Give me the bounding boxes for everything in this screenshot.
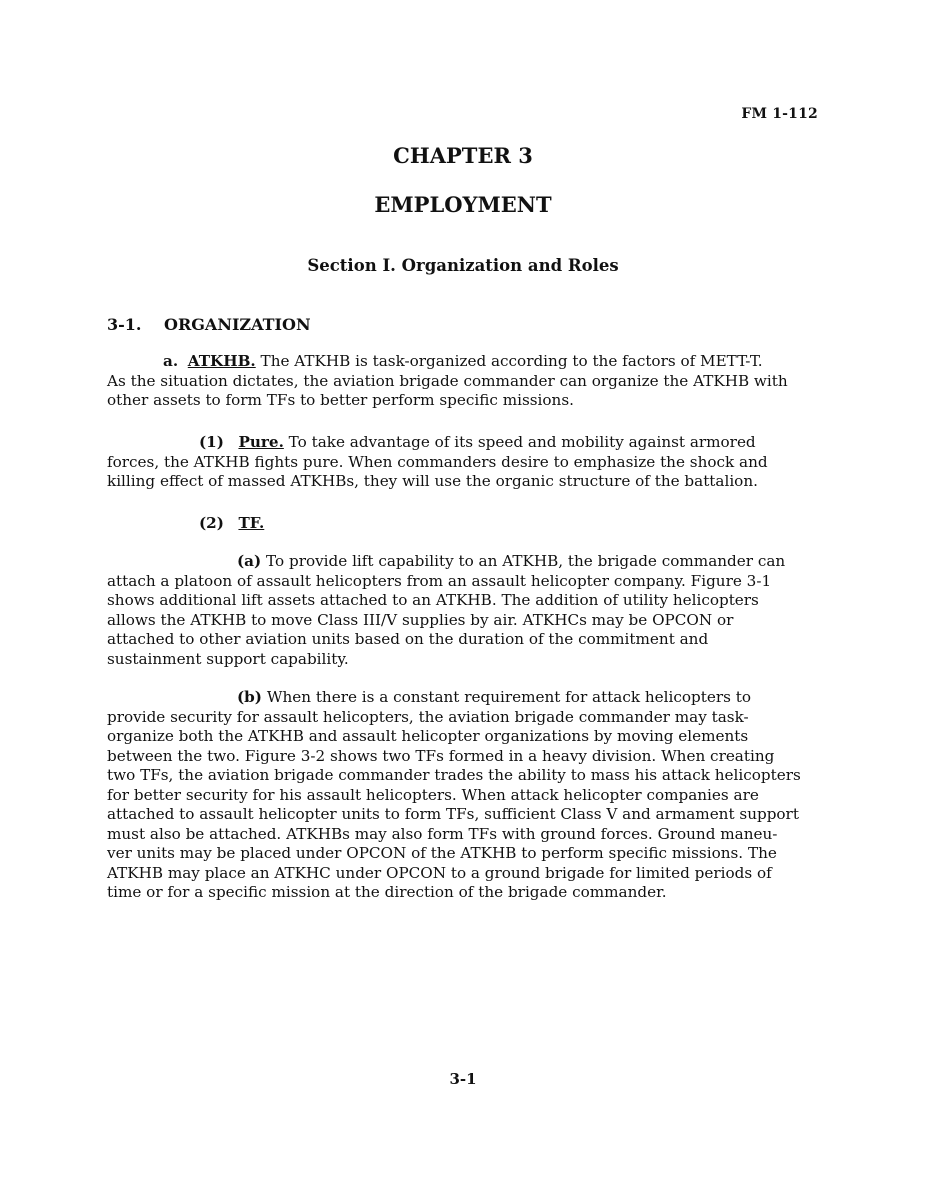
subparagraph-marker: (2) [199, 514, 224, 532]
chapter-title: EMPLOYMENT [374, 192, 552, 217]
subparagraph-marker: (a) [237, 552, 262, 570]
subparagraph-a2a [107, 552, 817, 669]
text-line: between the two. Figure 3-2 shows two TFs formed in a heavy division. When creating [107, 746, 775, 765]
subparagraph-a [107, 352, 817, 411]
text-line: other assets to form TFs to better perform specific missions. [107, 391, 574, 409]
text-line: shows additional lift assets attached to an ATKHB. The addition of utility helicopters [107, 591, 759, 609]
text-line [107, 433, 817, 453]
text-line [107, 688, 817, 708]
text-run: To take advantage of its speed and mobility against armored [283, 433, 756, 451]
text-line: allows the ATKHB to move Class III/V supplies by air. ATKHCs may be OPCON or [107, 610, 734, 629]
subparagraph-heading: Pure. [238, 433, 284, 451]
subparagraph-heading: ATKHB. [187, 352, 256, 370]
text-line [107, 552, 817, 572]
text-line: time or for a specific mission at the direction of the brigade commander. [107, 883, 667, 901]
text-line: for better security for his assault helicopters. When attack helicopter companies are [107, 785, 759, 804]
text-line: attached to assault helicopter units to form TFs, sufficient Class V and armament support [107, 805, 799, 823]
subparagraph-marker: a. [163, 352, 179, 370]
paragraph-title: ORGANIZATION [164, 315, 311, 334]
subparagraph-a2 [107, 514, 817, 534]
text-line: two TFs, the aviation brigade commander trades the ability to mass his attack helicopters [107, 766, 801, 784]
subparagraph-marker: (1) [199, 433, 224, 451]
subparagraph-marker: (b) [237, 688, 262, 706]
text-run: To provide lift capability to an ATKHB, the brigade commander can [261, 552, 786, 570]
text-line: attach a platoon of assault helicopters from an assault helicopter company. Figure 3-1 [107, 571, 772, 590]
subparagraph-a2b [107, 688, 817, 903]
document-id: FM 1-112 [741, 106, 818, 122]
subparagraph-a1 [107, 433, 817, 492]
text-line [107, 352, 817, 372]
section-title: Section I. Organization and Roles [307, 256, 619, 275]
chapter-label: CHAPTER 3 [393, 143, 533, 168]
text-run: The ATKHB is task-organized according to the factors of METT-T. [255, 352, 763, 370]
text-line [107, 514, 817, 534]
text-line: ver units may be placed under OPCON of the ATKHB to perform specific missions. The [107, 844, 777, 862]
text-line: must also be attached. ATKHBs may also form TFs with ground forces. Ground maneu- [107, 824, 778, 843]
text-line: forces, the ATKHB fights pure. When commanders desire to emphasize the shock and [107, 452, 768, 471]
text-run: When there is a constant requirement for attack helicopters to [262, 688, 751, 706]
text-line: sustainment support capability. [107, 649, 349, 668]
paragraph-number: 3-1. [107, 315, 142, 334]
page-number: 3-1 [449, 1070, 477, 1088]
text-line: organize both the ATKHB and assault helicopter organizations by moving elements [107, 727, 749, 745]
text-line: killing effect of massed ATKHBs, they will use the organic structure of the battalion. [107, 472, 758, 490]
text-line: provide security for assault helicopters, the aviation brigade commander may task- [107, 707, 749, 726]
subparagraph-heading: TF. [238, 514, 265, 532]
text-line: As the situation dictates, the aviation brigade commander can organize the ATKHB with [107, 371, 788, 390]
paragraph-heading [107, 315, 311, 334]
text-line: ATKHB may place an ATKHC under OPCON to a ground brigade for limited periods of [107, 863, 772, 882]
text-line: attached to other aviation units based on the duration of the commitment and [107, 630, 709, 648]
